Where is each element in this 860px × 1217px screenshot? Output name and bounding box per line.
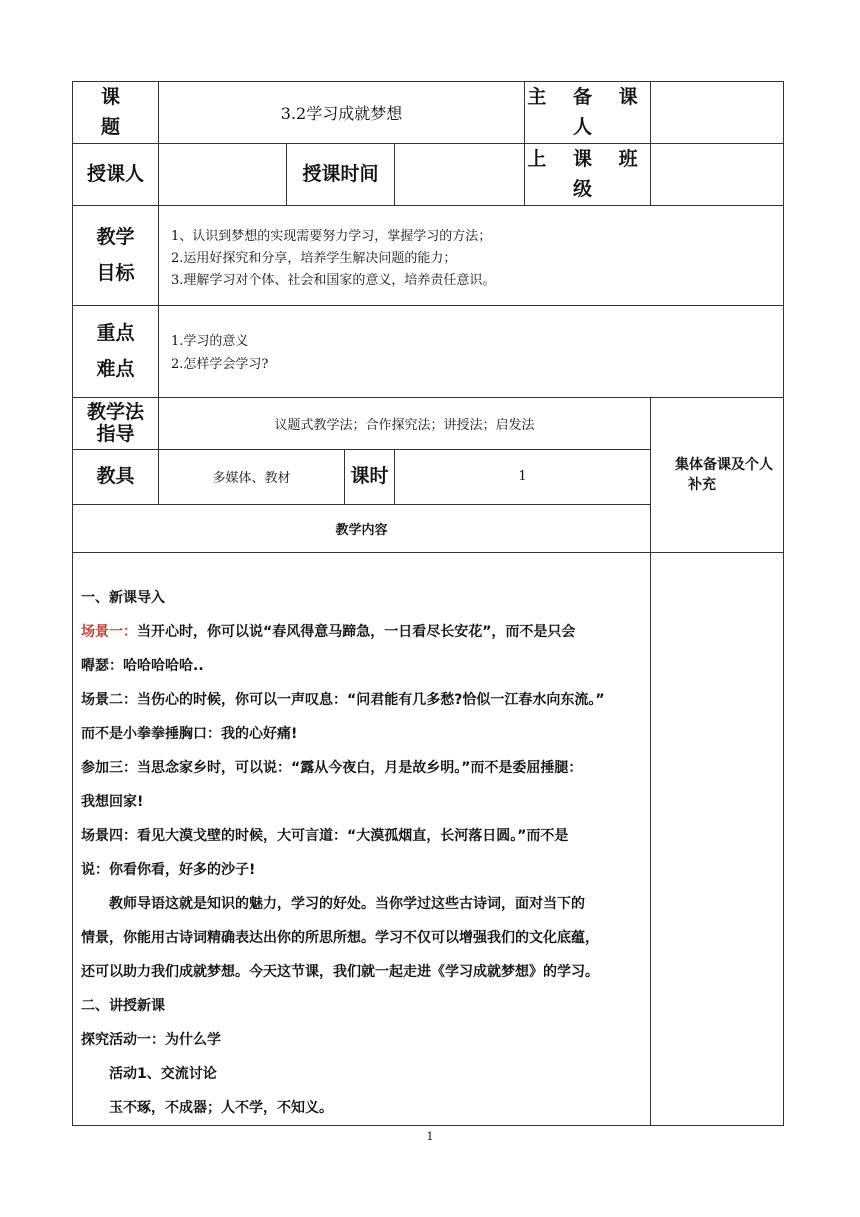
methods-label-line2: 指导: [96, 423, 135, 446]
scene-4-cont: 说：你看你看，好多的沙子!: [81, 861, 256, 878]
keypoints-label: [73, 305, 159, 397]
scene-3: 参加三：当思念家乡时，可以说：“露从今夜白，月是故乡明。”而不是委屈捶腿：: [81, 759, 583, 776]
objective-item: 3.理解学习对个体、社会和国家的意义，培养责任意识。: [171, 272, 496, 288]
section-heading: 二、讲授新课: [81, 997, 165, 1014]
keypoints-label-line1: 重点: [96, 321, 135, 344]
objective-item: 1、认识到梦想的实现需要努力学习，掌握学习的方法；: [171, 228, 492, 244]
activity-item: 活动1、交流讨论: [109, 1065, 217, 1082]
row-content: [73, 552, 784, 1125]
scene-2: 场景二：当伤心的时候，你可以一声叹息：“问君能有几多愁?恰似一江春水向东流。”: [81, 691, 605, 708]
keypoint-item: 1.学习的意义: [171, 333, 249, 349]
topic-value: 3.2学习成就梦想: [159, 82, 525, 144]
objectives-label-line1: 教学: [96, 225, 135, 248]
methods-label-line1: 教学法: [86, 401, 144, 424]
time-value: [395, 143, 525, 205]
tools-value: 多媒体、教材: [159, 449, 345, 504]
content-header: 教学内容: [73, 504, 651, 552]
sidebar-line2: 补充: [688, 476, 717, 493]
hours-value: 1: [395, 449, 651, 504]
sidebar-supplement-body: [651, 552, 784, 1125]
objectives-label: [73, 205, 159, 305]
preparer-value: [651, 82, 784, 144]
row-objectives: [73, 205, 784, 305]
row-topic: [73, 82, 784, 144]
row-methods: [73, 397, 784, 449]
teacher-intro: 教师导语这就是知识的魅力，学习的好处。当你学过这些古诗词，面对当下的: [109, 895, 585, 912]
hours-label: 课时: [345, 449, 395, 504]
keypoint-item: 2.怎样学会学习?: [171, 356, 269, 372]
sidebar-line1: 集体备课及个人: [675, 456, 774, 473]
row-keypoints: [73, 305, 784, 397]
objectives-label-line2: 目标: [96, 262, 135, 285]
keypoints-label-line2: 难点: [96, 358, 135, 381]
scene-4: 场景四：看见大漠戈壁的时候，大可言道：“大漠孤烟直，长河落日圆。”而不是: [81, 827, 569, 844]
row-teacher: [73, 143, 784, 205]
scene-1: [81, 615, 650, 649]
topic-label: 课 题: [73, 82, 159, 144]
teacher-intro-cont: 情景，你能用古诗词精确表达出你的所思所想。学习不仅可以增强我们的文化底蕴，: [81, 929, 599, 946]
sidebar-supplement-header: [651, 397, 784, 552]
tools-label: 教具: [73, 449, 159, 504]
methods-value: 议题式教学法；合作探究法；讲授法；启发法: [159, 397, 651, 449]
teaching-content: [73, 552, 651, 1125]
scene1-text: 当开心时，你可以说“春风得意马蹄急，一日看尽长安花”，而不是只会: [137, 623, 576, 640]
scene-1-cont: 嘚瑟：哈哈哈哈哈..: [81, 657, 204, 674]
methods-label: [73, 397, 159, 449]
activity-title: 探究活动一：为什么学: [81, 1031, 221, 1048]
lesson-plan-table: [72, 81, 784, 1126]
scene-2-cont: 而不是小拳拳捶胸口：我的心好痛!: [81, 725, 298, 742]
keypoints-list: [159, 305, 784, 397]
time-label: 授课时间: [287, 143, 395, 205]
teacher-value: [159, 143, 287, 205]
objectives-list: [159, 205, 784, 305]
class-value: [651, 143, 784, 205]
class-label: 上 课 班 级: [525, 143, 651, 205]
objective-item: 2.运用好探究和分享，培养学生解决问题的能力；: [171, 250, 457, 266]
preparer-label: 主 备 课 人: [525, 82, 651, 144]
scene-3-cont: 我想回家!: [81, 793, 144, 810]
teacher-label: 授课人: [73, 143, 159, 205]
quote: 玉不琢，不成器；人不学，不知义。: [109, 1099, 333, 1116]
teacher-intro-cont: 还可以助力我们成就梦想。今天这节课，我们就一起走进《学习成就梦想》的学习。: [81, 963, 599, 980]
scene1-label: 场景一：: [81, 623, 137, 640]
page-number: 1: [426, 1130, 434, 1143]
section-heading: 一、新课导入: [81, 589, 165, 606]
